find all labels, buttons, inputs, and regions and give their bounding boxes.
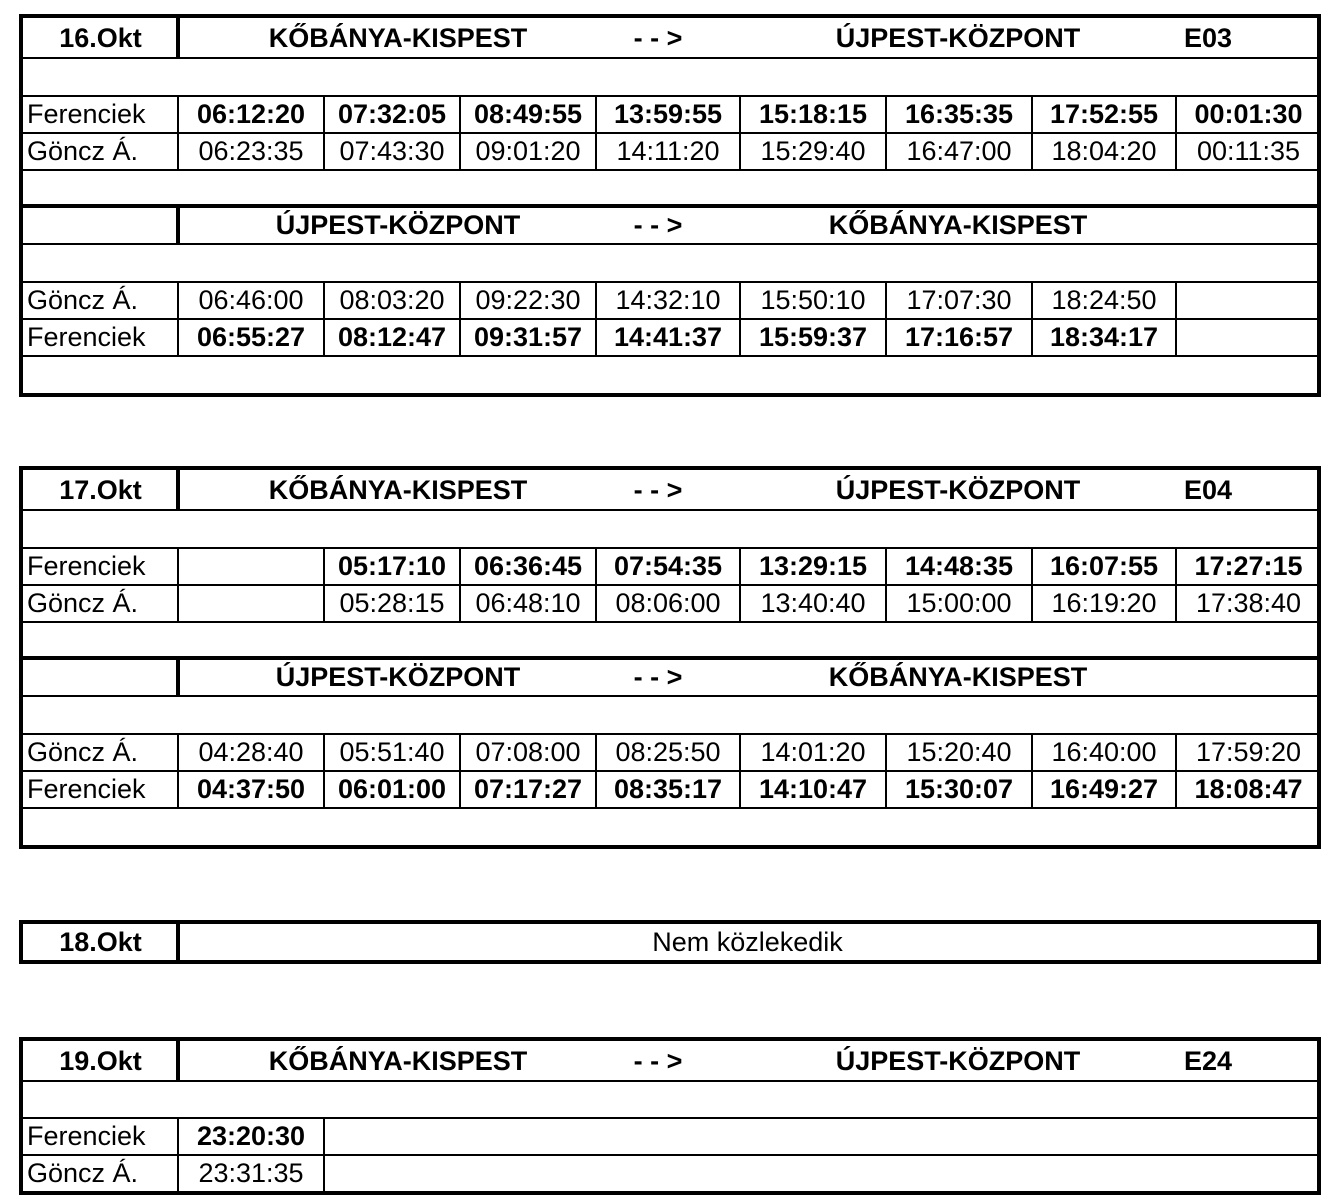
departure-time: 18:04:20 — [1051, 136, 1157, 166]
departure-time: 06:01:00 — [337, 774, 447, 804]
departure-time: 16:47:00 — [906, 136, 1012, 166]
departure-time: 15:18:15 — [758, 99, 868, 129]
departure-time: 14:32:10 — [615, 285, 721, 315]
departure-time: 14:48:35 — [904, 551, 1014, 581]
day-timetable-block — [19, 1037, 1321, 1195]
direction-header-row — [23, 470, 1317, 510]
departure-time: 05:51:40 — [339, 737, 445, 767]
departure-time: 00:11:35 — [1196, 136, 1301, 166]
departure-time: 17:16:57 — [904, 322, 1014, 352]
origin-station: KŐBÁNYA-KISPEST — [268, 474, 528, 505]
stop-name: Ferenciek — [27, 322, 146, 352]
stop-name: Göncz Á. — [27, 1157, 139, 1188]
stop-times-row — [23, 133, 1317, 170]
departure-time: 07:32:05 — [337, 99, 447, 129]
direction-arrow: - - > — [633, 1045, 683, 1076]
departure-time: 04:37:50 — [196, 774, 306, 804]
day-timetable-block — [19, 920, 1321, 964]
departure-time: 17:59:20 — [1195, 737, 1302, 767]
date-label: 17.Okt — [59, 474, 142, 505]
departure-time: 08:49:55 — [473, 99, 583, 129]
stop-times-row — [23, 96, 1317, 133]
direction-header-row — [23, 206, 1317, 244]
departure-time: 08:06:00 — [615, 588, 721, 618]
departure-time: 15:20:40 — [906, 737, 1012, 767]
departure-time: 09:22:30 — [475, 285, 581, 315]
departure-time: 17:27:15 — [1194, 551, 1303, 581]
departure-time: 05:17:10 — [337, 551, 447, 581]
departure-time: 14:01:20 — [760, 737, 866, 767]
header-divider — [176, 1041, 180, 1081]
destination-station: ÚJPEST-KÖZPONT — [835, 22, 1081, 53]
destination-station: ÚJPEST-KÖZPONT — [835, 474, 1081, 505]
origin-station: ÚJPEST-KÖZPONT — [275, 661, 521, 692]
departure-time: 15:00:00 — [906, 588, 1012, 618]
direction-arrow: - - > — [633, 22, 683, 53]
departure-time — [178, 548, 324, 585]
departure-time: 05:28:15 — [339, 588, 445, 618]
departure-time — [178, 585, 324, 622]
train-code: E03 — [1183, 22, 1233, 53]
blank-row — [23, 696, 1317, 734]
stop-times-row — [23, 771, 1317, 808]
day-timetable-block — [19, 466, 1321, 849]
direction-arrow: - - > — [633, 474, 683, 505]
departure-time: 18:24:50 — [1051, 285, 1157, 315]
departure-time: 07:54:35 — [613, 551, 723, 581]
departure-time: 14:11:20 — [616, 136, 720, 166]
origin-station: KŐBÁNYA-KISPEST — [268, 22, 528, 53]
departure-time: 06:23:35 — [198, 136, 304, 166]
departure-time: 07:08:00 — [475, 737, 581, 767]
stop-times-row — [23, 1118, 1317, 1155]
departure-time: 07:17:27 — [473, 774, 583, 804]
blank-row — [23, 244, 1317, 282]
departure-time: 06:46:00 — [198, 285, 304, 315]
departure-time: 06:36:45 — [473, 551, 583, 581]
stop-name: Ferenciek — [27, 1121, 146, 1151]
departure-time: 08:25:50 — [615, 737, 721, 767]
stop-name: Göncz Á. — [27, 285, 139, 315]
stop-times-row — [23, 734, 1317, 771]
departure-time: 18:08:47 — [1194, 774, 1303, 804]
departure-time — [1176, 282, 1321, 319]
departure-time: 18:34:17 — [1049, 322, 1159, 352]
origin-station: ÚJPEST-KÖZPONT — [275, 209, 521, 240]
destination-station: KŐBÁNYA-KISPEST — [828, 209, 1088, 240]
header-divider — [176, 470, 180, 510]
column-divider — [323, 1155, 325, 1191]
departure-time: 08:35:17 — [613, 774, 723, 804]
direction-arrow: - - > — [633, 209, 683, 240]
header-divider — [176, 206, 180, 244]
departure-time: 16:19:20 — [1051, 588, 1157, 618]
blank-row — [23, 58, 1317, 96]
departure-time: 08:03:20 — [339, 285, 445, 315]
train-code: E04 — [1183, 474, 1233, 505]
departure-time: 06:12:20 — [196, 99, 306, 129]
departure-time: 04:28:40 — [198, 737, 304, 767]
direction-header-row — [23, 658, 1317, 696]
departure-time: 16:35:35 — [904, 99, 1014, 129]
stop-name: Göncz Á. — [27, 737, 139, 767]
departure-time: 09:31:57 — [473, 322, 583, 352]
departure-time: 15:50:10 — [760, 285, 866, 315]
departure-time: 09:01:20 — [475, 136, 581, 166]
departure-time: 07:43:30 — [339, 136, 445, 166]
departure-time: 14:41:37 — [613, 322, 723, 352]
stop-name: Göncz Á. — [27, 588, 139, 618]
departure-time: 08:12:47 — [337, 322, 447, 352]
date-label: 18.Okt — [59, 926, 142, 957]
departure-time: 06:55:27 — [196, 322, 306, 352]
stop-times-row — [23, 1155, 1317, 1191]
stop-name: Ferenciek — [27, 99, 146, 129]
train-code: E24 — [1183, 1045, 1233, 1076]
departure-time: 14:10:47 — [758, 774, 868, 804]
date-label: 16.Okt — [59, 22, 142, 53]
column-divider — [323, 1118, 325, 1155]
stop-times-row — [23, 319, 1317, 356]
destination-station: ÚJPEST-KÖZPONT — [835, 1045, 1081, 1076]
departure-time: 16:49:27 — [1049, 774, 1159, 804]
departure-time: 17:07:30 — [906, 285, 1012, 315]
direction-header-row — [23, 1041, 1317, 1081]
departure-time: 17:52:55 — [1049, 99, 1159, 129]
date-label: 19.Okt — [59, 1045, 142, 1076]
blank-row — [23, 510, 1317, 548]
blank-row — [23, 622, 1317, 658]
service-note: Nem közlekedik — [652, 926, 843, 957]
blank-row — [23, 170, 1317, 206]
note-row — [23, 924, 1317, 960]
blank-row — [23, 808, 1317, 847]
departure-time: 13:40:40 — [760, 588, 866, 618]
departure-time: 15:59:37 — [758, 322, 868, 352]
direction-arrow: - - > — [633, 661, 683, 692]
stop-name: Ferenciek — [27, 551, 146, 581]
day-timetable-block — [19, 14, 1321, 397]
departure-time: 15:29:40 — [760, 136, 866, 166]
departure-time: 16:40:00 — [1051, 737, 1157, 767]
header-divider — [176, 658, 180, 696]
header-divider — [176, 18, 180, 58]
direction-header-row — [23, 18, 1317, 58]
departure-time: 13:59:55 — [613, 99, 723, 129]
stop-name: Göncz Á. — [27, 136, 139, 166]
blank-row — [23, 356, 1317, 395]
blank-row — [23, 1081, 1317, 1118]
stop-times-row — [23, 548, 1317, 585]
departure-time — [1176, 319, 1321, 356]
departure-time: 16:07:55 — [1049, 551, 1159, 581]
departure-time: 13:29:15 — [758, 551, 868, 581]
departure-time: 23:31:35 — [198, 1157, 304, 1188]
departure-time: 06:48:10 — [475, 588, 581, 618]
origin-station: KŐBÁNYA-KISPEST — [268, 1045, 528, 1076]
destination-station: KŐBÁNYA-KISPEST — [828, 661, 1088, 692]
departure-time: 23:20:30 — [196, 1121, 306, 1151]
departure-time: 00:01:30 — [1194, 99, 1303, 129]
stop-name: Ferenciek — [27, 774, 146, 804]
stop-times-row — [23, 585, 1317, 622]
departure-time: 17:38:40 — [1195, 588, 1302, 618]
departure-time: 15:30:07 — [904, 774, 1014, 804]
stop-times-row — [23, 282, 1317, 319]
